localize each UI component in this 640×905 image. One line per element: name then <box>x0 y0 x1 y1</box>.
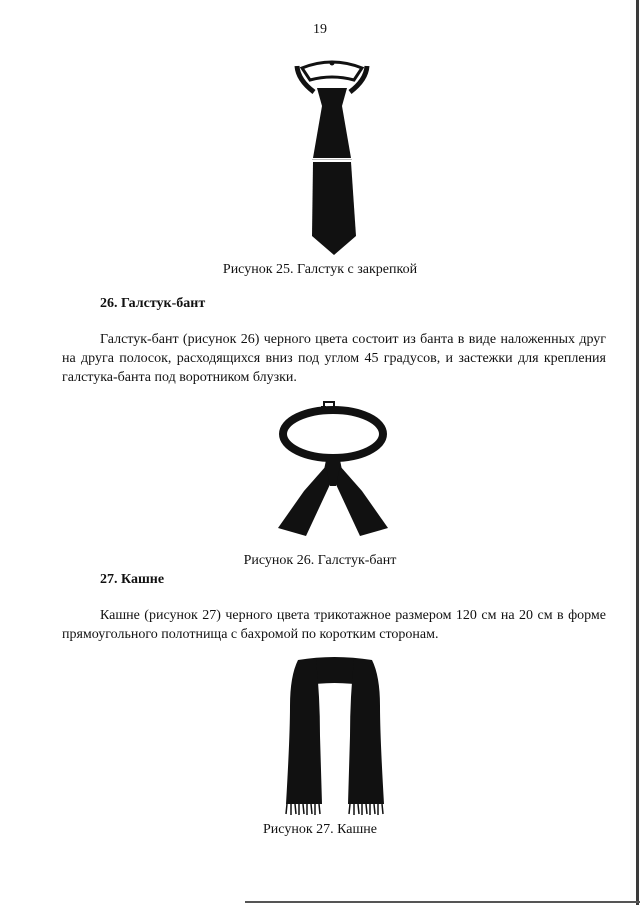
tie-with-clip-illustration <box>292 58 372 260</box>
section-text-bow-tie: Галстук-бант (рисунок 26) черного цвета состоит из банта в виде наложенных друг на друга полосок, расходящихся вниз под углом 45 градусов, и застежки для крепления галстука-банта под воротником блузки. <box>62 332 606 385</box>
figure-25-caption: Рисунок 25. Галстук с закрепкой <box>222 262 418 277</box>
page-bottom-line <box>245 901 640 903</box>
page-edge <box>636 0 639 905</box>
scarf-illustration <box>276 656 392 818</box>
figure-27-caption: Рисунок 27. Кашне <box>263 822 377 837</box>
figure-26-caption: Рисунок 26. Галстук-бант <box>243 553 397 568</box>
section-text-scarf: Кашне (рисунок 27) черного цвета трикотажное размером 120 см на 20 см в форме прямоугольного полотнища с бахромой по коротким сторонам. <box>62 608 606 642</box>
page-number: 19 <box>313 22 327 37</box>
bow-tie-illustration <box>276 396 392 546</box>
section-heading-scarf: 27. Кашне <box>100 572 165 587</box>
section-heading-bow-tie: 26. Галстук-бант <box>100 296 206 311</box>
